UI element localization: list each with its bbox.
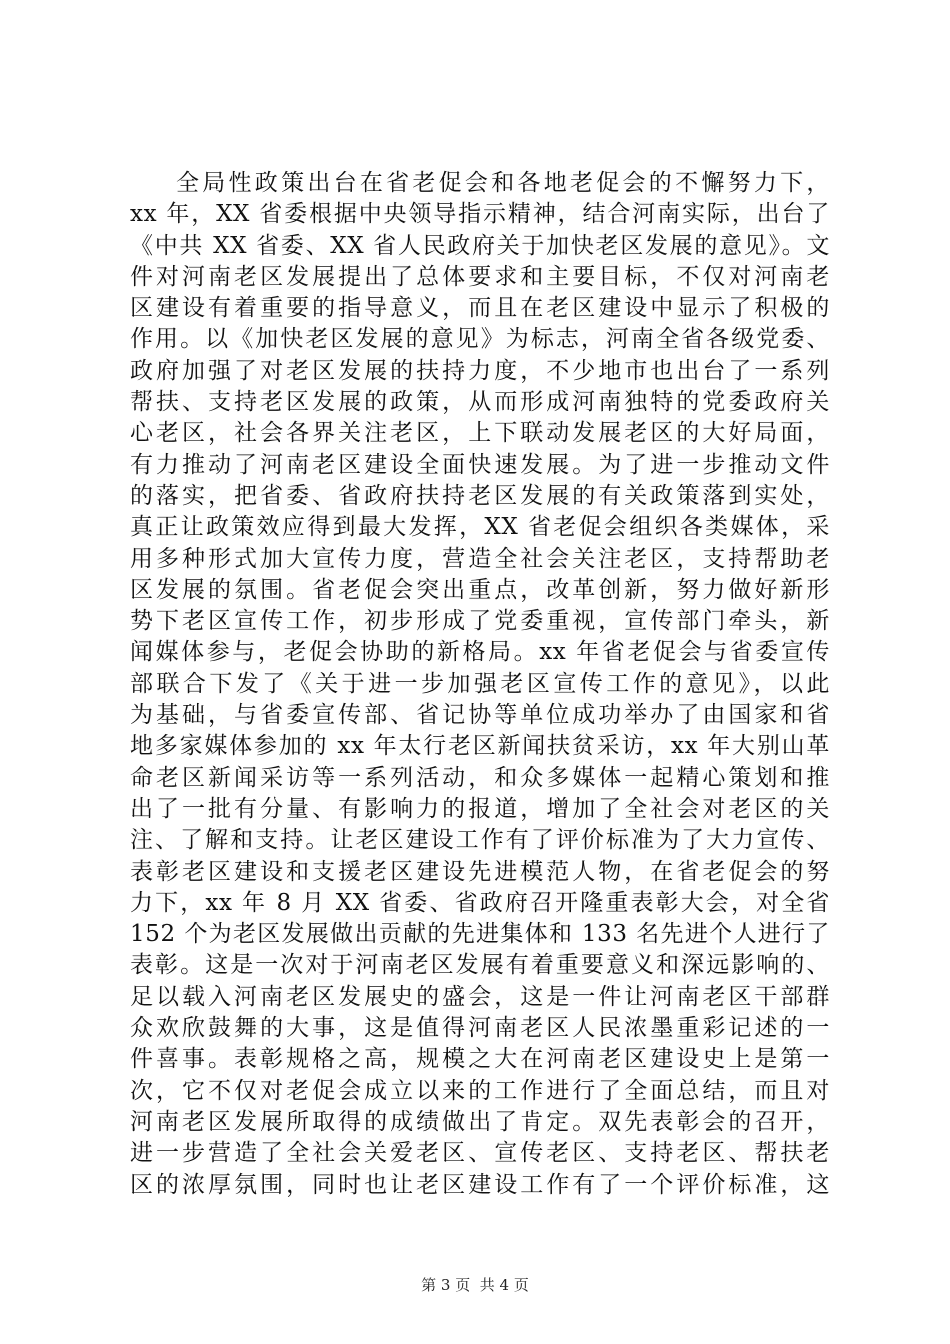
paragraph-line: 件喜事。表彰规格之高，规模之大在河南老区建设史上是第一 (130, 1046, 830, 1073)
paragraph-line: 河南老区发展所取得的成绩做出了肯定。双先表彰会的召开， (130, 1108, 830, 1135)
paragraph-line: 表彰老区建设和支援老区建设先进模范人物，在省老促会的努 (130, 858, 830, 885)
paragraph-line: 心老区，社会各界关注老区，上下联动发展老区的大好局面， (130, 420, 830, 447)
paragraph-line: 152 个为老区发展做出贡献的先进集体和 133 名先进个人进行了 (130, 921, 830, 948)
page-number: 第 3 页 共 4 页 (421, 1276, 529, 1294)
paragraph-line: 部联合下发了《关于进一步加强老区宣传工作的意见》，以此 (130, 670, 830, 697)
paragraph-line: 势下老区宣传工作，初步形成了党委重视，宣传部门牵头，新 (130, 608, 830, 635)
paragraph-line: 全局性政策出台在省老促会和各地老促会的不懈努力下， (176, 170, 830, 196)
paragraph-line: 命老区新闻采访等一系列活动，和众多媒体一起精心策划和推 (130, 764, 830, 791)
paragraph-line: 表彰。这是一次对于河南老区发展有着重要意义和深远影响的、 (130, 952, 830, 979)
paragraph-line: 足以载入河南老区发展史的盛会，这是一件让河南老区干部群 (130, 983, 830, 1010)
paragraph-line: 《中共 XX 省委、XX 省人民政府关于加快老区发展的意见》。文 (130, 232, 830, 259)
paragraph-line: 区建设有着重要的指导意义，而且在老区建设中显示了积极的 (130, 295, 830, 322)
paragraph-line: 众欢欣鼓舞的大事，这是值得河南老区人民浓墨重彩记述的一 (130, 1015, 830, 1042)
paragraph-line: 区发展的氛围。省老促会突出重点，改革创新，努力做好新形 (130, 576, 830, 603)
paragraph-line: 政府加强了对老区发展的扶持力度，不少地市也出台了一系列 (130, 357, 830, 384)
paragraph-line: 用多种形式加大宣传力度，营造全社会关注老区，支持帮助老 (130, 545, 830, 572)
paragraph-line: 地多家媒体参加的 xx 年太行老区新闻扶贫采访，xx 年大别山革 (130, 733, 830, 760)
paragraph-line: 区的浓厚氛围，同时也让老区建设工作有了一个评价标准，这 (130, 1171, 830, 1198)
paragraph-line: 出了一批有分量、有影响力的报道，增加了全社会对老区的关 (130, 795, 830, 822)
paragraph-line: 力下，xx 年 8 月 XX 省委、省政府召开隆重表彰大会，对全省 (130, 889, 830, 916)
paragraph-line: 闻媒体参与，老促会协助的新格局。xx 年省老促会与省委宣传 (130, 639, 830, 666)
paragraph-line: 的落实，把省委、省政府扶持老区发展的有关政策落到实处， (130, 482, 830, 509)
paragraph-line: 注、了解和支持。让老区建设工作有了评价标准为了大力宣传、 (130, 827, 830, 854)
paragraph-line: 为基础，与省委宣传部、省记协等单位成功举办了由国家和省 (130, 702, 830, 729)
body-paragraph (130, 168, 830, 1201)
paragraph-line: 件对河南老区发展提出了总体要求和主要目标，不仅对河南老 (130, 263, 830, 290)
paragraph-line: 次，它不仅对老促会成立以来的工作进行了全面总结，而且对 (130, 1077, 830, 1104)
paragraph-line: 有力推动了河南老区建设全面快速发展。为了进一步推动文件 (130, 451, 830, 478)
paragraph-line: 真正让政策效应得到最大发挥，XX 省老促会组织各类媒体，采 (130, 514, 830, 541)
paragraph-line: 进一步营造了全社会关爱老区、宣传老区、支持老区、帮扶老 (130, 1140, 830, 1167)
paragraph-line: 作用。以《加快老区发展的意见》为标志，河南全省各级党委、 (130, 326, 830, 353)
paragraph-line: xx 年，XX 省委根据中央领导指示精神，结合河南实际，出台了 (130, 201, 830, 228)
paragraph-line: 帮扶、支持老区发展的政策，从而形成河南独特的党委政府关 (130, 389, 830, 416)
page-footer (0, 1275, 950, 1295)
